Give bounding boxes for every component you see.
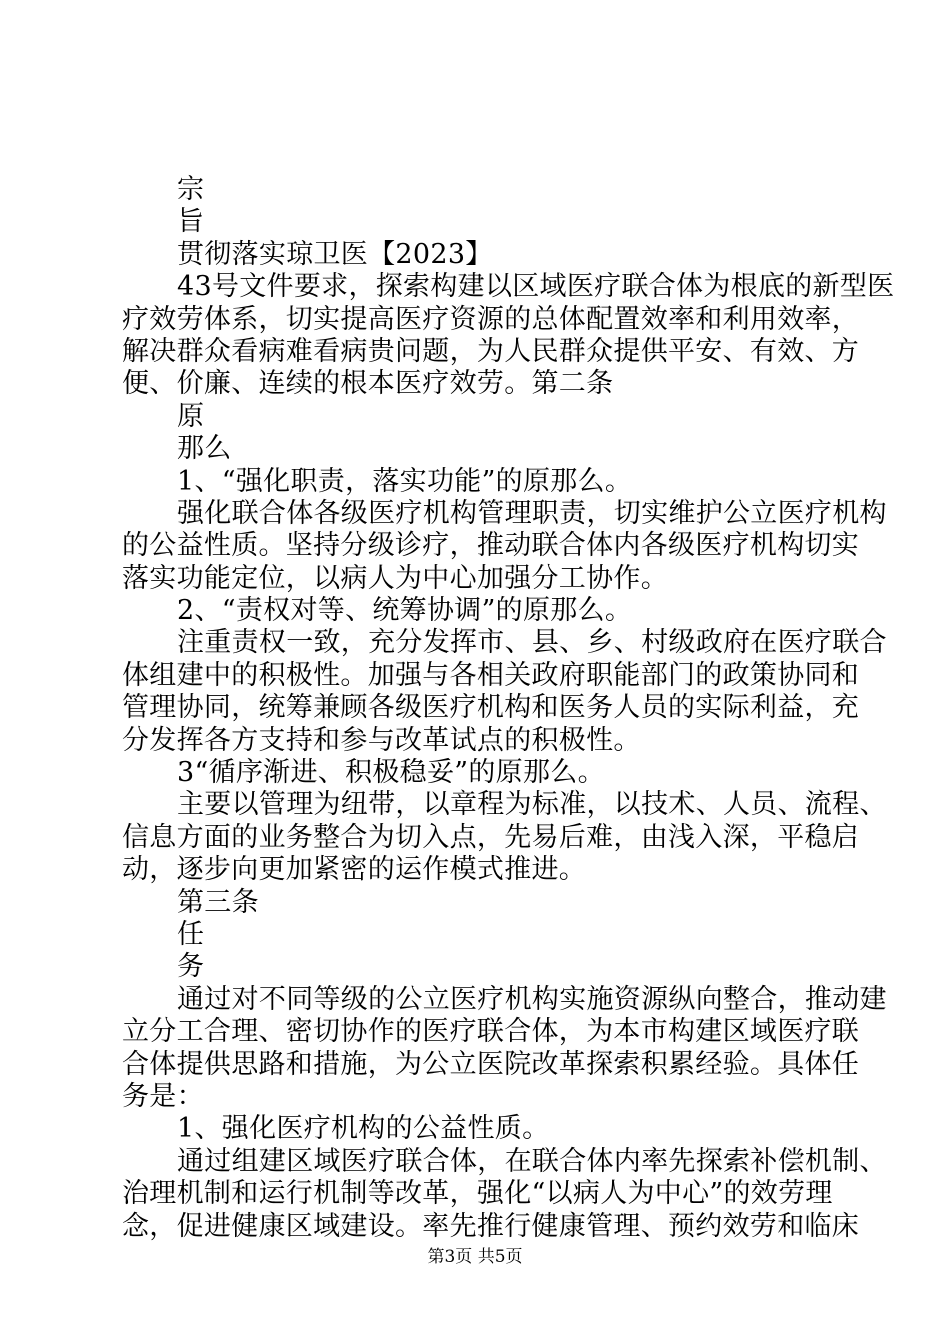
- text-line: 旨: [177, 206, 205, 238]
- text-line: 体组建中的积极性。加强与各相关政府职能部门的政策协同和: [122, 659, 860, 691]
- text-line: 1、“强化职责，落实功能”的原那么。: [177, 465, 633, 497]
- text-line: 便、价廉、连续的根本医疗效劳。第二条: [122, 368, 614, 400]
- text-line: 信息方面的业务整合为切入点，先易后难，由浅入深，平稳启: [122, 821, 860, 853]
- text-line: 任: [177, 918, 205, 950]
- text-line: 第三条: [177, 886, 259, 918]
- text-line: 合体提供思路和措施，为公立医院改革探索积累经验。具体任: [122, 1048, 860, 1080]
- text-line: 贯彻落实琼卫医【2023】: [177, 238, 493, 270]
- text-line: 主要以管理为纽带，以章程为标准，以技术、人员、流程、: [177, 789, 887, 821]
- text-line: 立分工合理、密切协作的医疗联合体，为本市构建区域医疗联: [122, 1016, 860, 1048]
- text-line: 注重责权一致，充分发挥市、县、乡、村级政府在医疗联合: [177, 627, 887, 659]
- text-line: 强化联合体各级医疗机构管理职责，切实维护公立医疗机构: [177, 497, 887, 529]
- text-line: 通过组建区域医疗联合体，在联合体内率先探索补偿机制、: [177, 1145, 887, 1177]
- text-line: 动，逐步向更加紧密的运作模式推进。: [122, 854, 587, 886]
- text-line: 3“循序渐进、积极稳妥”的原那么。: [177, 757, 605, 789]
- text-line: 2、“责权对等、统筹协调”的原那么。: [177, 595, 633, 627]
- document-body: [122, 174, 895, 1243]
- text-line: 疗效劳体系，切实提高医疗资源的总体配置效率和利用效率，: [122, 303, 860, 335]
- text-line: 原: [177, 400, 205, 432]
- text-line: 治理机制和运行机制等改革，强化“以病人为中心”的效劳理: [122, 1178, 833, 1210]
- text-line: 43号文件要求，探索构建以区域医疗联合体为根底的新型医: [177, 271, 895, 303]
- text-line: 的公益性质。坚持分级诊疗，推动联合体内各级医疗机构切实: [122, 530, 860, 562]
- text-line: 务: [177, 951, 205, 983]
- text-line: 1、强化医疗机构的公益性质。: [177, 1113, 550, 1145]
- text-line: 念，促进健康区域建设。率先推行健康管理、预约效劳和临床: [122, 1210, 860, 1242]
- text-line: 管理协同，统筹兼顾各级医疗机构和医务人员的实际利益，充: [122, 692, 860, 724]
- text-line: 那么: [177, 433, 232, 465]
- text-line: 解决群众看病难看病贵问题，为人民群众提供平安、有效、方: [122, 335, 860, 367]
- text-line: 宗: [177, 174, 205, 205]
- text-line: 落实功能定位，以病人为中心加强分工协作。: [122, 562, 668, 594]
- text-line: 务是：: [122, 1080, 204, 1112]
- text-line: 分发挥各方支持和参与改革试点的积极性。: [122, 724, 641, 756]
- text-line: 通过对不同等级的公立医疗机构实施资源纵向整合，推动建: [177, 983, 887, 1015]
- page-footer: 第3页 共5页: [427, 1247, 523, 1267]
